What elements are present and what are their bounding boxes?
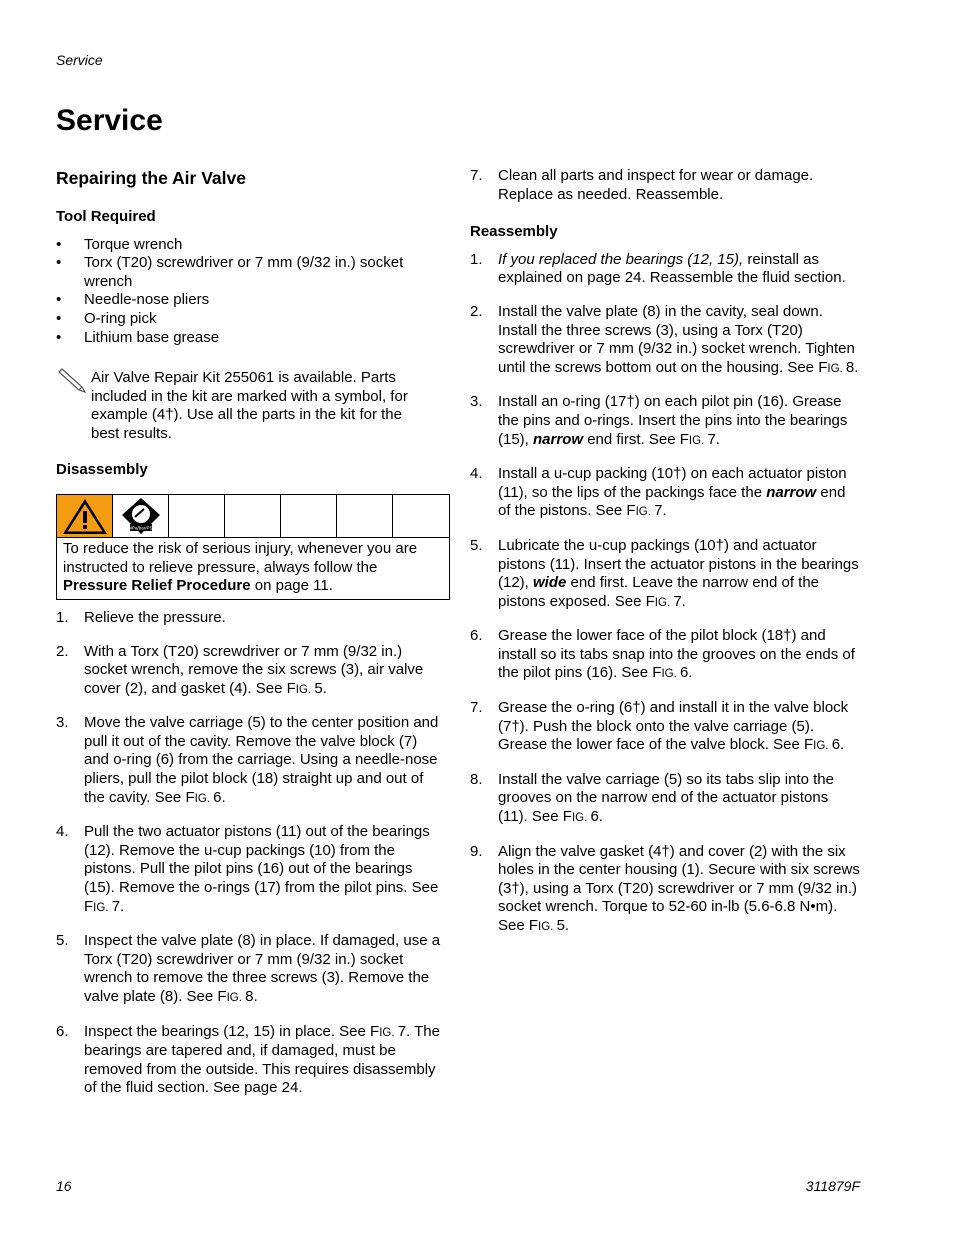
empty-icon-cell: [225, 495, 281, 537]
step-item: 2. Install the valve plate (8) in the cavity, seal down. Install the three screws (3), using a Torx (T20) screwdriver or 7 mm (9/32 in.) socket wrench. Tighten until the screws bottom out on the housing. See FIG. 8.: [470, 302, 859, 376]
page-number: 16: [56, 1178, 72, 1194]
bullet-icon: •: [56, 254, 62, 272]
tool-item: • Torque wrench: [56, 235, 183, 253]
tool-item: • Needle-nose pliers: [56, 291, 210, 309]
reassembly-steps: [470, 251, 860, 937]
step-item: 4. Pull the two actuator pistons (11) out of the bearings (12). Remove the u-cup packings (10) from the pistons. Pull the pilot pins (16) out of the bearings (15). Remove the o-rings (17) from the pilot pins. See FIG. 7.: [56, 823, 439, 915]
disassembly-steps: [56, 609, 446, 1098]
step-item: 9. Align the valve gasket (4†) and cover (2) with the six holes in the center housing (1). Secure with six screws (3†), using a Torx (T20) screwdriver or 7 mm (9/32 in.) socket wrench. Torque to 52-60 in-lb (5.6-6.8 N•m). See FIG. 5.: [470, 842, 860, 934]
step-item: 3. Install an o-ring (17†) on each pilot pin (16). Grease the pins and o-rings. Insert the pins into the bearings (15), narrow end first. See FIG. 7.: [470, 393, 848, 448]
reassembly-heading: Reassembly: [470, 223, 558, 241]
warning-text: To reduce the risk of serious injury, whenever you are instructed to relieve pressure, always follow the Pressure Relief Procedure on page 11.: [63, 540, 418, 595]
gauge-label: MPa/bar/PSI: [128, 525, 154, 531]
tool-item: • Torx (T20) screwdriver or 7 mm (9/32 in.) socket wrench: [56, 254, 404, 290]
tool-item: • Lithium base grease: [56, 328, 220, 346]
disassembly-heading: Disassembly: [56, 460, 148, 478]
left-column: [56, 167, 450, 1098]
tool-required-heading: Tool Required: [56, 208, 156, 225]
step-item: 2. With a Torx (T20) screwdriver or 7 mm (9/32 in.) socket wrench, remove the six screws (3), air valve cover (2), and gasket (4). See FIG. 5.: [56, 642, 424, 697]
step-item: 1. Relieve the pressure.: [56, 608, 226, 626]
step-item: 7. Grease the o-ring (6†) and install it in the valve block (7†). Push the block onto the valve carriage (5). Grease the lower face of the valve block. See FIG. 6.: [470, 699, 849, 754]
pressure-gauge-icon: [113, 495, 169, 537]
page-title: Service: [56, 104, 163, 137]
tool-item: • O-ring pick: [56, 309, 157, 327]
step-item: 5. Inspect the valve plate (8) in place. If damaged, use a Torx (T20) screwdriver or 7 mm (9/32 in.) socket wrench to remove the three screws (3). Remove the valve plate (8). See FIG. 8.: [56, 932, 441, 1005]
bullet-icon: •: [56, 291, 62, 309]
step-item: 5. Lubricate the u-cup packings (10†) and actuator pistons (11). Insert the actuator pistons in the bearings (12), wide end first. Leave the narrow end of the pistons exposed. See FIG. 7.: [470, 536, 859, 610]
bullet-icon: •: [56, 309, 62, 327]
bullet-icon: •: [56, 235, 62, 253]
warning-triangle-icon: [57, 495, 113, 537]
step-item: 6. Inspect the bearings (12, 15) in place. See FIG. 7. The bearings are tapered and, if damaged, must be removed from the outside. This requires disassembly of the fluid section. See page 24.: [56, 1022, 440, 1097]
empty-icon-cell: [393, 495, 449, 537]
bullet-icon: •: [56, 328, 62, 346]
empty-icon-cell: [169, 495, 225, 537]
warning-box: [56, 494, 450, 600]
right-column: [470, 167, 860, 937]
document-number: 311879F: [805, 1178, 860, 1194]
warning-icon-row: [57, 495, 449, 538]
tool-list: [56, 236, 416, 348]
step-item: 8. Install the valve carriage (5) so its tabs slip into the grooves on the narrow end of the actuator pistons (11). See FIG. 6.: [470, 770, 834, 826]
cleaning-step: [470, 167, 860, 204]
step-item: 6. Grease the lower face of the pilot block (18†) and install so its tabs snap into the grooves on the ends of the pilot pins (16). See FIG. 6.: [470, 627, 855, 682]
section-title: Repairing the Air Valve: [56, 168, 246, 188]
kit-note: Air Valve Repair Kit 255061 is available. Parts included in the kit are marked with a symbol, for example (4†). Use all the parts in the kit for the best results.: [56, 369, 426, 443]
running-header: Service: [56, 52, 103, 68]
step-item: 1. If you replaced the bearings (12, 15), reinstall as explained on page 24. Reassemble the fluid section.: [470, 250, 846, 287]
step-item: 7. Clean all parts and inspect for wear or damage. Replace as needed. Reassemble.: [470, 167, 814, 203]
step-item: 4. Install a u-cup packing (10†) on each actuator piston (11), so the lips of the packings face the narrow end of the pistons. See FIG. 7.: [470, 465, 847, 520]
pencil-icon: [58, 365, 88, 393]
empty-icon-cell: [281, 495, 337, 537]
empty-icon-cell: [337, 495, 393, 537]
step-item: 3. Move the valve carriage (5) to the center position and pull it out of the cavity. Remove the valve block (7) and o-ring (6) from the carriage. Using a needle-nose pliers, pull the pilot block (18) straight up and out of the cavity. See FIG. 6.: [56, 714, 439, 806]
